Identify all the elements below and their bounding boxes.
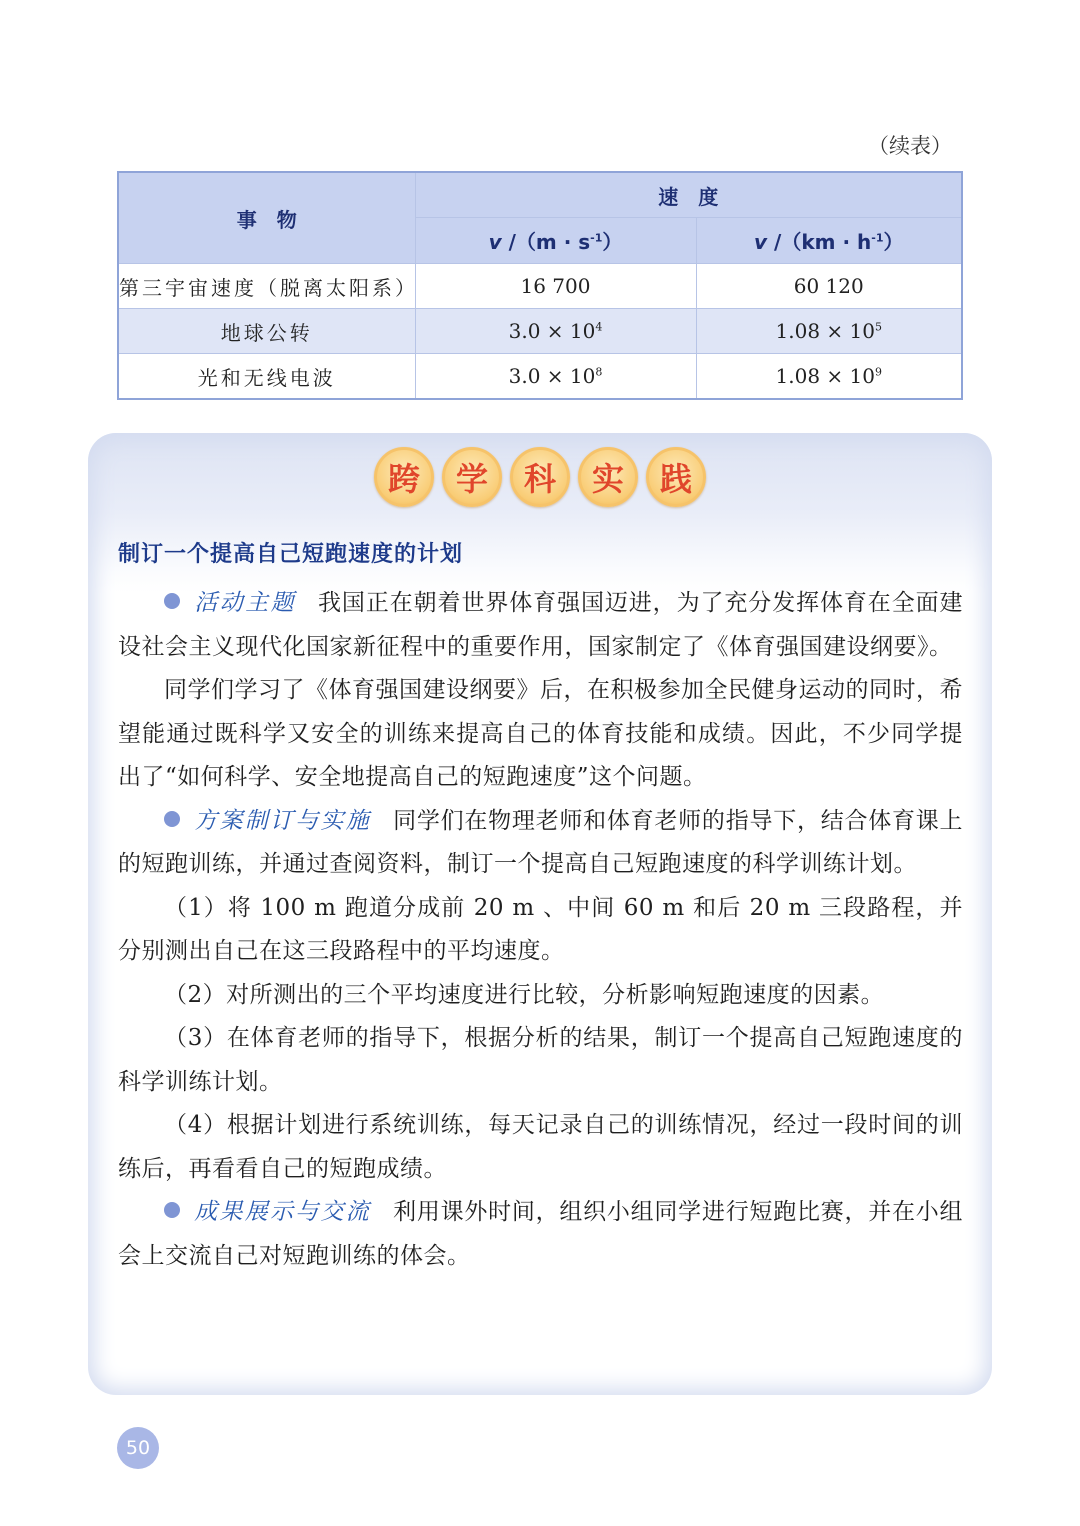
header-unit-kmh [696, 218, 962, 264]
ms-exp: 8 [595, 365, 603, 379]
kmh-base: 1.08 × 10 [775, 364, 875, 388]
title-badge: 践 [646, 447, 706, 507]
kmh-base: 1.08 × 10 [775, 319, 875, 343]
row-name: 地球公转 [118, 309, 415, 354]
header-speed: 速 度 [415, 172, 962, 218]
row-name: 第三宇宙速度（脱离太阳系） [118, 264, 415, 309]
background-paragraph: 同学们学习了《体育强国建设纲要》后，在积极参加全民健身运动的同时，希望能通过既科学又安全的训练来提高自己的体育技能和成绩。因此，不少同学提出了“如何科学、安全地提高自己的短跑速度”这个问题。 [118, 677, 963, 790]
header-unit-ms [415, 218, 696, 264]
plan-text: 同学们在物理老师和体育老师的指导下，结合体育课上的短跑训练，并通过查阅资料，制订一个提高自己短跑速度的科学训练计划。 [118, 807, 964, 877]
table-row [118, 264, 962, 309]
activity-title: 制订一个提高自己短跑速度的计划 [118, 542, 464, 567]
row-name: 光和无线电波 [118, 354, 415, 400]
unit-kmh-pre: /（km · h [774, 230, 872, 254]
plan-heading: 方案制订与实施 [194, 807, 372, 834]
row-kmh: 60 120 [696, 264, 962, 309]
results-paragraph [118, 1191, 963, 1278]
ms-exp: 4 [595, 320, 603, 334]
step-4: （4）根据计划进行系统训练，每天记录自己的训练情况，经过一段时间的训练后，再看看自己的短跑成绩。 [118, 1112, 963, 1182]
unit-ms-pre: /（m · s [508, 230, 591, 254]
unit-kmh-exp: -1 [871, 231, 884, 245]
bullet-dot-icon [164, 1202, 180, 1218]
kmh-exp: 5 [874, 320, 882, 334]
unit-kmh-var: v [754, 230, 768, 254]
bullet-dot-icon [164, 811, 180, 827]
unit-ms-var: v [488, 230, 502, 254]
panel-content [118, 537, 963, 1278]
step-2: （2）对所测出的三个平均速度进行比较，分析影响短跑速度的因素。 [164, 981, 885, 1008]
unit-kmh-post: ） [883, 230, 904, 254]
kmh-exp: 9 [874, 365, 882, 379]
row-ms [415, 354, 696, 400]
speed-table [117, 171, 963, 400]
unit-ms-post: ） [602, 230, 623, 254]
row-kmh [696, 354, 962, 400]
activity-theme-paragraph [118, 582, 963, 669]
title-badge: 跨 [374, 447, 434, 507]
title-badge: 实 [578, 447, 638, 507]
page-number: 50 [117, 1427, 159, 1469]
activity-theme-heading: 活动主题 [194, 590, 297, 616]
table-row [118, 354, 962, 400]
ms-base: 3.0 × 10 [508, 364, 596, 388]
results-text: 利用课外时间，组织小组同学进行短跑比赛，并在小组会上交流自己对短跑训练的体会。 [118, 1199, 964, 1269]
bullet-dot-icon [164, 593, 180, 609]
row-kmh [696, 309, 962, 354]
activity-theme-text: 我国正在朝着世界体育强国迈进，为了充分发挥体育在全面建设社会主义现代化国家新征程中的重要作用，国家制定了《体育强国建设纲要》。 [118, 590, 964, 660]
unit-ms-exp: -1 [590, 231, 603, 245]
step-3: （3）在体育老师的指导下，根据分析的结果，制订一个提高自己短跑速度的科学训练计划。 [118, 1025, 963, 1095]
row-ms: 16 700 [415, 264, 696, 309]
row-ms [415, 309, 696, 354]
section-title-badges [88, 447, 992, 507]
header-item: 事 物 [118, 172, 415, 264]
ms-base: 3.0 × 10 [508, 319, 596, 343]
continued-table-note: （续表） [868, 134, 952, 158]
results-heading: 成果展示与交流 [194, 1199, 372, 1225]
table-row [118, 309, 962, 354]
title-badge: 学 [442, 447, 502, 507]
plan-paragraph [118, 800, 963, 887]
interdisciplinary-practice-panel [88, 433, 992, 1395]
title-badge: 科 [510, 447, 570, 507]
step-1: （1）将 100 m 跑道分成前 20 m 、中间 60 m 和后 20 m 三段路程，并分别测出自己在这三段路程中的平均速度。 [118, 894, 963, 964]
